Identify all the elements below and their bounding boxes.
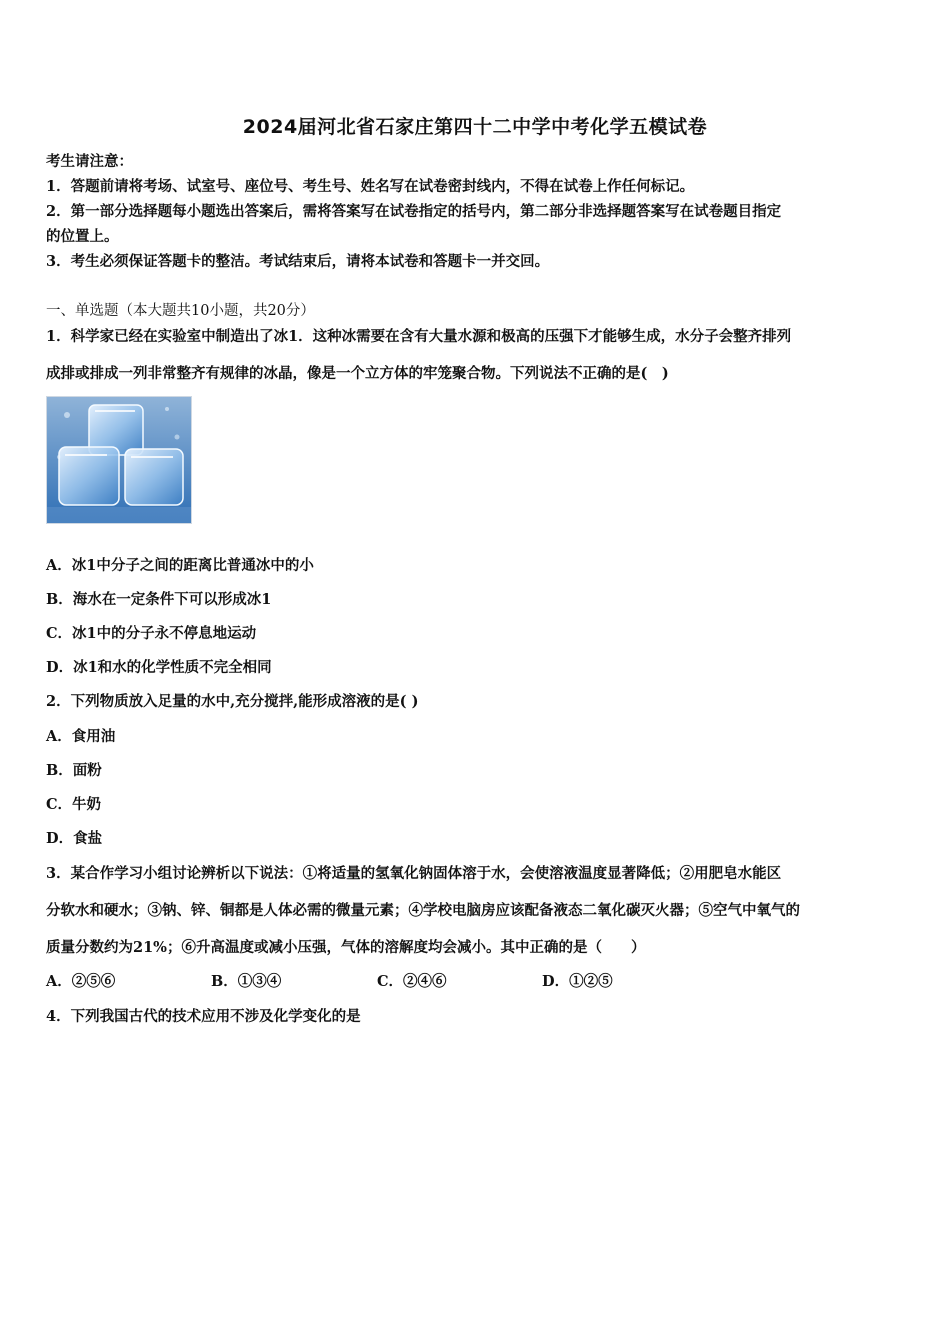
question-1-line-2: 成排或排成一列非常整齐有规律的冰晶，像是一个立方体的牢笼聚合物。下列说法不正确的是( )	[46, 365, 669, 382]
q3-option-c: C．②④⑥	[377, 973, 447, 990]
question-3-line-1: 3．某合作学习小组讨论辨析以下说法：①将适量的氢氧化钠固体溶于水，会使溶液温度显著降低；②用肥皂水能区	[46, 865, 782, 882]
q1-option-c: C．冰1中的分子永不停息地运动	[46, 625, 257, 642]
question-4-stem: 4．下列我国古代的技术应用不涉及化学变化的是	[46, 1008, 361, 1025]
q2-option-b: B．面粉	[46, 762, 102, 779]
notice-item: 2．第一部分选择题每小题选出答案后，需将答案写在试卷指定的括号内，第二部分非选择题答案写在试卷题目指定	[46, 203, 782, 220]
section-heading: 一、单选题（本大题共10小题，共20分）	[46, 303, 315, 319]
q2-option-a: A．食用油	[46, 728, 116, 745]
notice-heading: 考生请注意：	[46, 153, 133, 170]
notice-item: 1．答题前请将考场、试室号、座位号、考生号、姓名写在试卷密封线内，不得在试卷上作任何标记。	[46, 178, 695, 195]
q2-option-d: D．食盐	[46, 830, 103, 847]
q3-option-d: D．①②⑤	[542, 973, 613, 990]
question-1-line-1: 1．科学家已经在实验室中制造出了冰1．这种冰需要在含有大量水源和极高的压强下才能够生成，水分子会整齐排列	[46, 328, 792, 345]
question-3-line-3: 质量分数约为21%；⑥升高温度或减小压强，气体的溶解度均会减小。其中正确的是（ ）	[46, 939, 646, 956]
ice-cubes-image	[46, 396, 192, 524]
notice-item: 的位置上。	[46, 228, 119, 245]
q2-option-c: C．牛奶	[46, 796, 102, 813]
question-3-line-2: 分软水和硬水；③钠、锌、铜都是人体必需的微量元素；④学校电脑房应该配备液态二氧化碳灭火器；⑤空气中氧气的	[46, 902, 800, 919]
question-2-stem: 2．下列物质放入足量的水中,充分搅拌,能形成溶液的是( )	[46, 693, 419, 710]
q1-option-d: D．冰1和水的化学性质不完全相同	[46, 659, 272, 676]
q1-option-b: B．海水在一定条件下可以形成冰1	[46, 591, 272, 608]
q3-option-a: A．②⑤⑥	[46, 973, 116, 990]
notice-item: 3．考生必须保证答题卡的整洁。考试结束后，请将本试卷和答题卡一并交回。	[46, 253, 550, 270]
q3-option-b: B．①③④	[211, 973, 282, 990]
q1-option-a: A．冰1中分子之间的距离比普通冰中的小	[46, 557, 314, 574]
exam-title: 2024届河北省石家庄第四十二中学中考化学五模试卷	[242, 116, 708, 138]
